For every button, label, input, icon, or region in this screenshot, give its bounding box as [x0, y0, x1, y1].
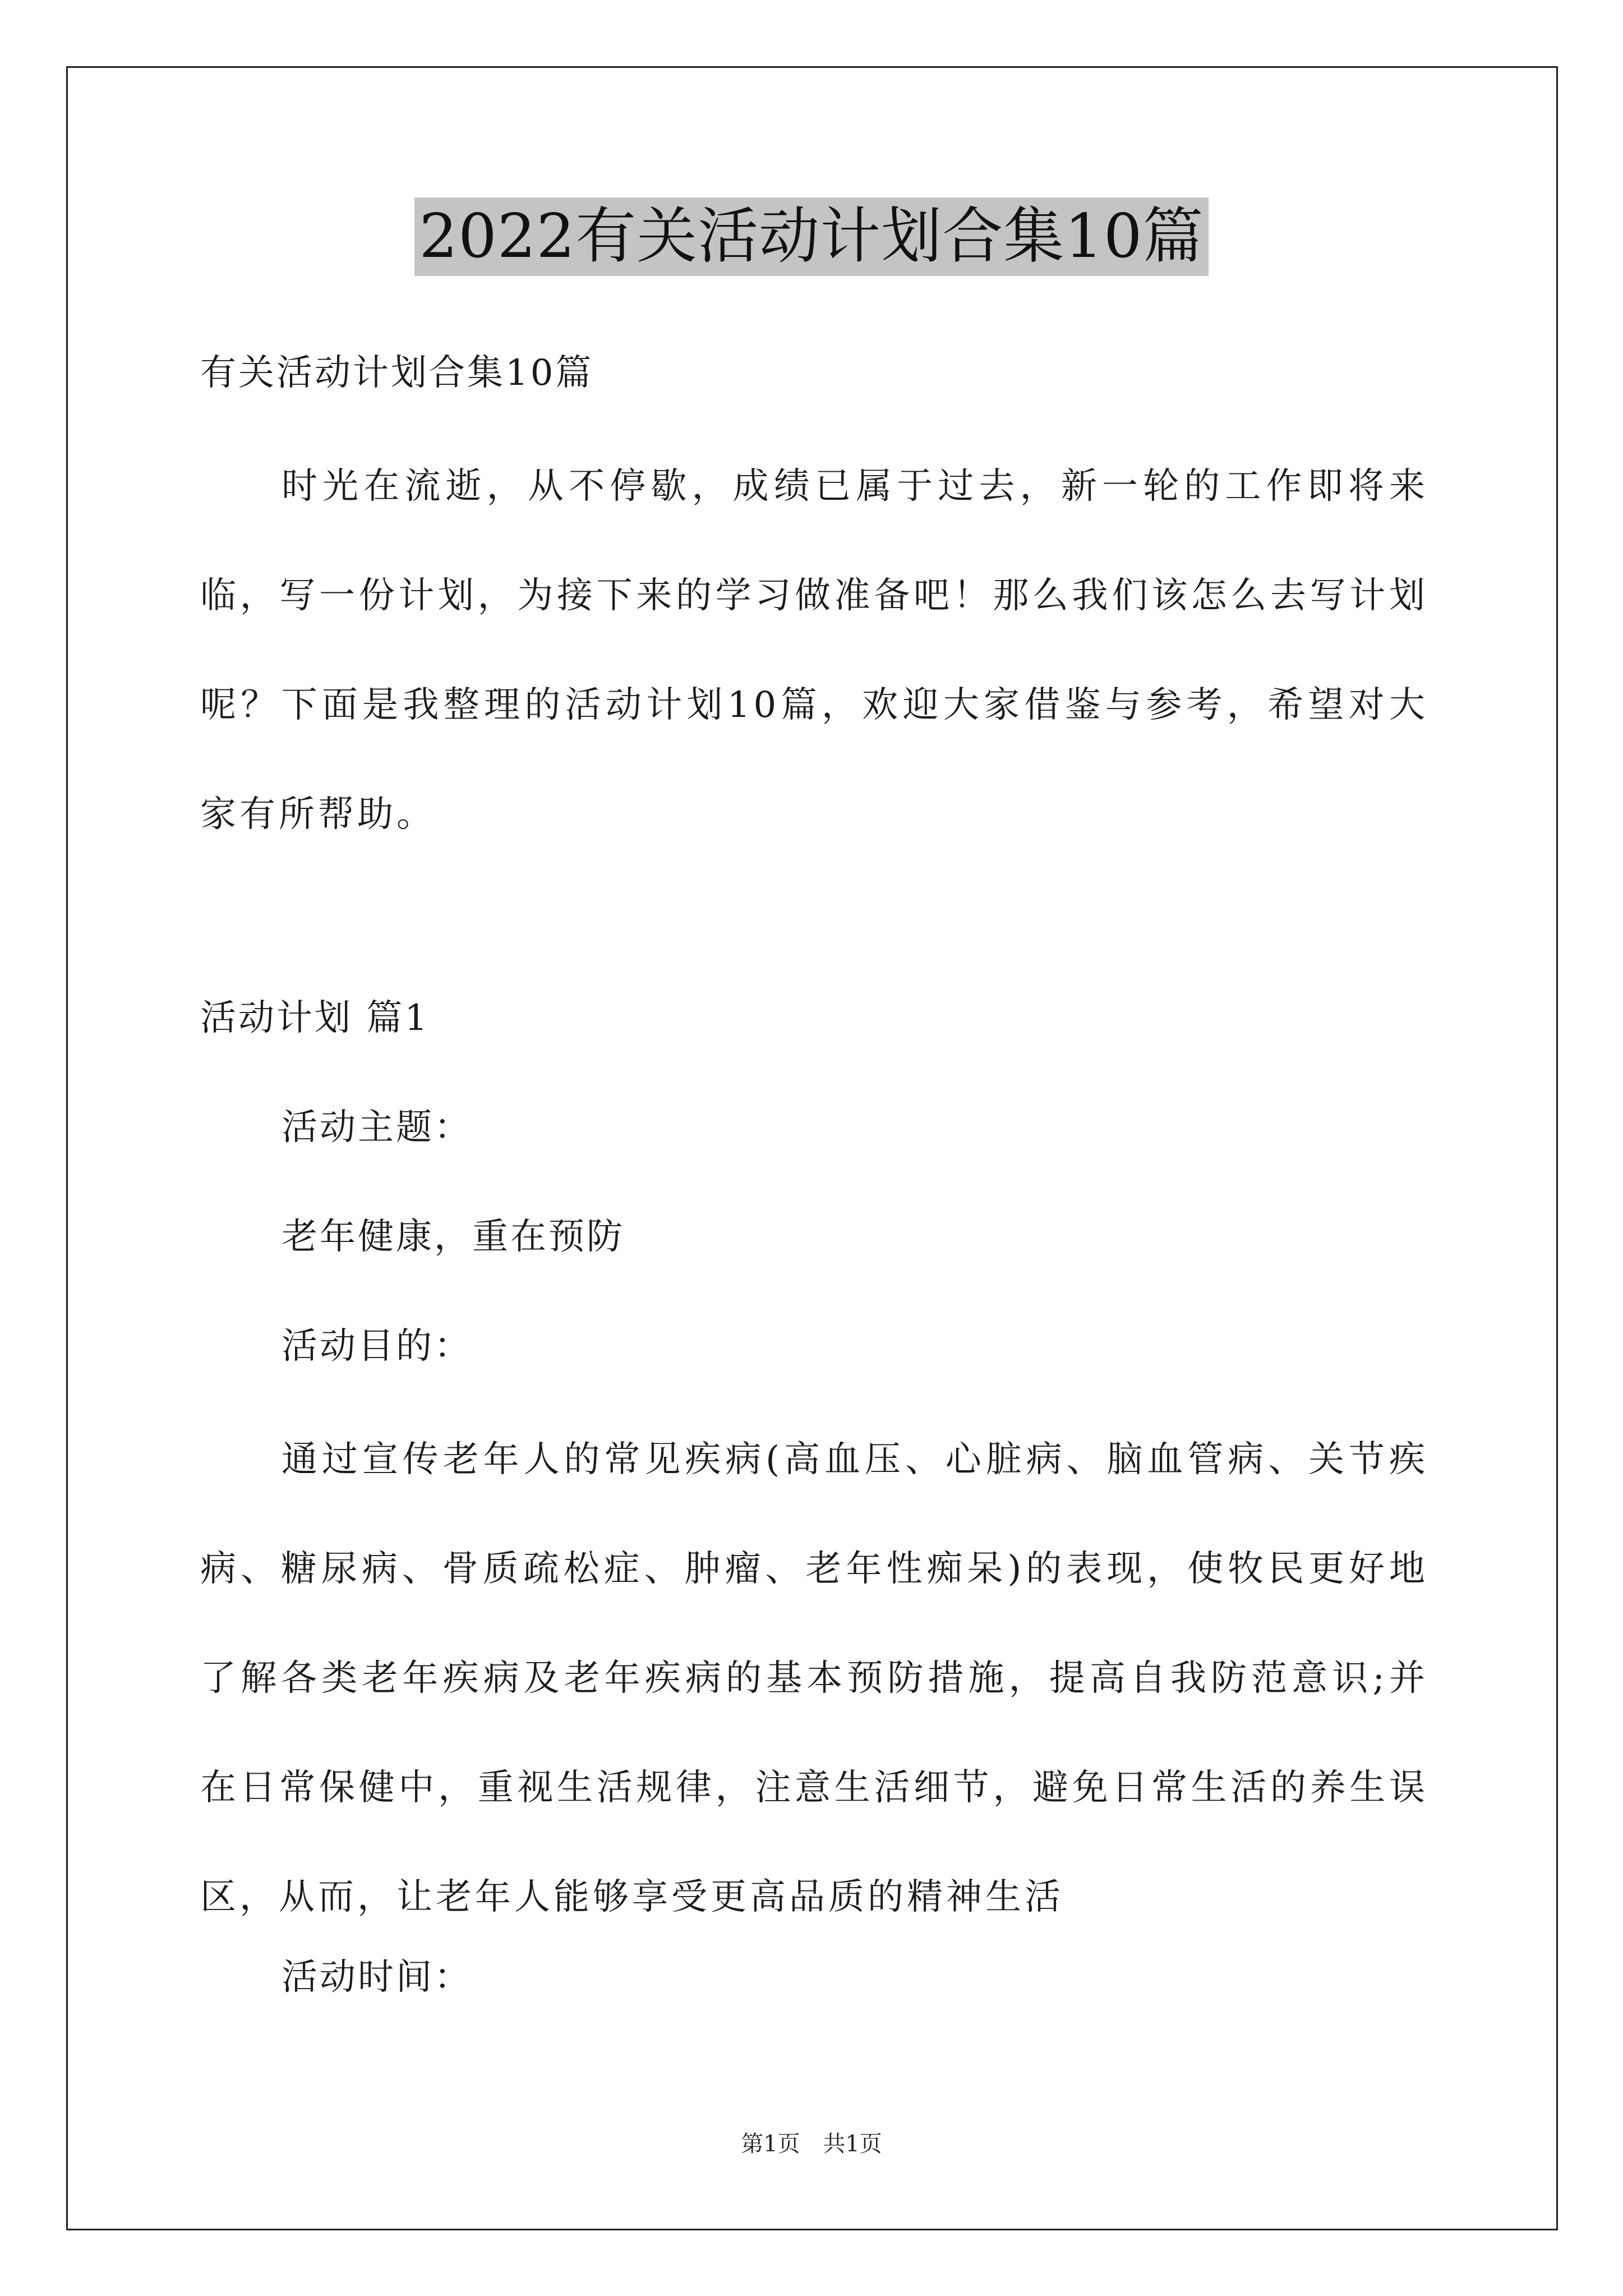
intro-paragraph: 时光在流逝，从不停歇，成绩已属于过去，新一轮的工作即将来临，写一份计划，为接下来的学习做准备吧！那么我们该怎么去写计划呢？下面是我整理的活动计划10篇，欢迎大家借鉴与参考，希望对大家有所帮助。 — [200, 466, 1428, 835]
section-heading: 活动计划 篇1 — [200, 997, 430, 1039]
time-label: 活动时间： — [282, 1957, 472, 1998]
theme-value: 老年健康，重在预防 — [282, 1216, 625, 1258]
theme-label: 活动主题： — [282, 1107, 472, 1148]
subtitle: 有关活动计划合集10篇 — [200, 352, 594, 394]
page-number-total: 共1页 — [823, 2131, 882, 2157]
title-container — [0, 197, 1623, 276]
page-number-current: 第1页 — [741, 2131, 800, 2157]
document-title: 2022有关活动计划合集10篇 — [414, 197, 1208, 276]
page-footer — [0, 2126, 1623, 2158]
purpose-paragraph: 通过宣传老年人的常见疾病(高血压、心脏病、脑血管病、关节疾病、糖尿病、骨质疏松症、肿瘤、老年性痴呆)的表现，使牧民更好地了解各类老年疾病及老年疾病的基本预防措施，提高自我防范意识;并在日常保健中，重视生活规律，注意生活细节，避免日常生活的养生误区，从而，让老年人能够享受更高品质的精神生活 — [200, 1439, 1428, 1918]
purpose-label: 活动目的： — [282, 1326, 472, 1367]
